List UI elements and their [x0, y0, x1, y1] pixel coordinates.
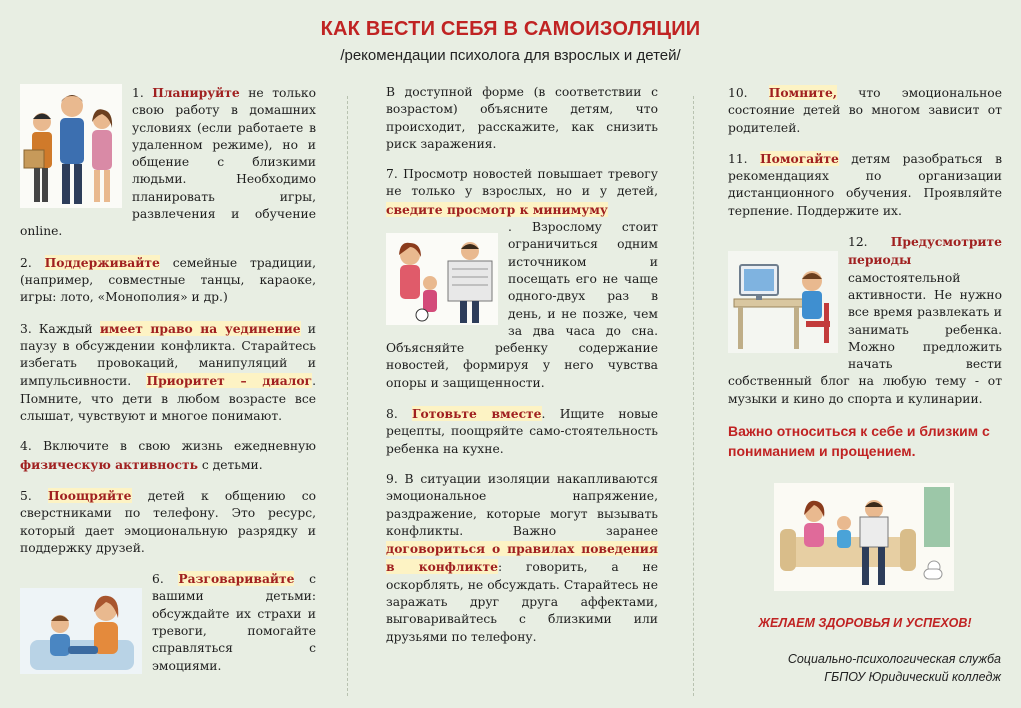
tip-keyword: договориться о правилах поведения в конфликте [386, 541, 658, 575]
tip-number: 1. [132, 86, 144, 100]
tip-text: детей к общению со сверстниками по телефону. Это ресурс, который дает эмоциональную разрядку и поддержку друзей. [20, 488, 316, 555]
tip-keyword: физическую активность [20, 456, 198, 472]
tip-text: 3. Каждый [20, 321, 100, 336]
header [0, 18, 1021, 64]
tip-number: 5. [20, 488, 32, 503]
column-middle [386, 84, 658, 659]
tip-number: 10. [728, 86, 748, 100]
tip-text: 9. В ситуации изоляции накапливаются эмоциональное напряжение, раздражение, которые могут вызывать конфликты. Важно заранее [386, 471, 658, 538]
tip-text: : говорить, а не оскорблять, не обсуждать. Старайтесь не заражать друг друга аффектами, выговаривайтесь с близкими или друзьями по телефону. [386, 560, 658, 644]
tip-text: с детьми. [197, 457, 263, 472]
signature [788, 650, 1001, 686]
tip-keyword: Поддерживайте [44, 254, 160, 270]
tip-text: семейные традиции, (например, совместные танцы, караоке, игры: лото, «Монополия» и др.) [20, 255, 316, 305]
column-right [728, 84, 1002, 591]
tip-keyword: Разговаривайте [178, 571, 295, 587]
tip-keyword: Приоритет – диалог [146, 373, 313, 389]
tip-text: и паузу в обсуждении конфликта. Старайтесь избегать провокаций, манипуляций и импульсивности. [20, 321, 316, 389]
tip-11 [728, 150, 1002, 220]
tip-keyword: имеет право на уединение [99, 320, 301, 336]
tip-3 [20, 320, 316, 426]
tip-12 [728, 233, 1002, 408]
tip-text: что эмоциональное состояние детей во многом зависит от родителей. [728, 86, 1002, 135]
tip-10 [728, 84, 1002, 137]
tip-keyword: сведите просмотр к минимуму [386, 201, 608, 217]
page-title: КАК ВЕСТИ СЕБЯ В САМОИЗОЛЯЦИИ [320, 18, 701, 40]
family-on-sofa-illustration [774, 483, 954, 591]
tip-text: детям разобраться в рекомендациях по организации дистанционного обучения. Проявляйте терпение. Поддержите их. [728, 151, 1002, 218]
tip-text: В доступной форме (в соответствии с возрастом) объясните детям, что происходит, расскажите, как снизить риск заражения. [386, 85, 658, 151]
tip-keyword: Помните, [768, 85, 838, 100]
tip-keyword: Готовьте вместе [412, 406, 542, 422]
family-reading-newspaper-illustration [386, 233, 498, 325]
important-note: Важно относиться к себе и близким с пониманием и прощением. [728, 423, 990, 460]
tip-number: 11. [728, 151, 748, 166]
tip-text: 4. Включите в свою жизнь ежедневную [20, 439, 316, 454]
tip-6 [20, 570, 316, 678]
mother-talking-with-child-illustration [20, 588, 142, 674]
column-divider [347, 96, 348, 696]
tip-text: 7. Просмотр новостей повышает тревогу не только у взрослых, но и у детей, [386, 167, 658, 199]
tip-text: . Ищите новые рецепты, поощряйте само-стоятельность ребенка на кухне. [386, 407, 658, 456]
tip-text: не только свою работу в домашних условиях (если работаете в удаленном режиме), но и общение с близкими людьми. Необходимо планировать игры, развлечения и обучение online. [20, 86, 316, 239]
tip-number: 6. [152, 572, 164, 587]
tip-text: с вашими детьми: обсуждайте их страхи и тревоги, помогайте справляться с эмоциями. [152, 572, 316, 673]
tip-number: 8. [386, 407, 398, 422]
tip-8 [386, 405, 658, 458]
closing-wish: ЖЕЛАЕМ ЗДОРОВЬЯ И УСПЕХОВ! [758, 616, 972, 630]
tip-keyword: Поощряйте [47, 487, 132, 503]
tip-6-continued [386, 84, 658, 153]
tip-text: самостоятельной активности. Не нужно все время развлекать и занимать ребенка. Можно предложить начать вести собственный блог на любую тему - от музыки и кино до спорта и кулинарии. [728, 270, 1002, 406]
signature-line: Социально-психологическая служба [787, 652, 1001, 666]
tip-keyword: Планируйте [152, 85, 240, 100]
tip-text: . Взрослому стоит ограничиться одним источником и посещать его не чаще одного-двух раз в день, и не позже, чем за два часа до сна. Объясняйте ребенку содержание новостей, формируя у него чувства опоры и защищенности. [386, 220, 658, 390]
column-left [20, 84, 316, 691]
tip-text: . Помните, что дети в любом возрасте все слышат, чувствуют и многое понимают. [20, 374, 317, 424]
column-divider [693, 96, 694, 696]
tip-7 [386, 166, 658, 392]
signature-line: ГБПОУ Юридический колледж [824, 670, 1001, 684]
tip-4 [20, 438, 316, 474]
tip-2 [20, 254, 316, 307]
tip-9 [386, 471, 658, 646]
tip-keyword: Предусмотрите периоды [848, 234, 1002, 268]
family-with-boxes-illustration [20, 84, 122, 208]
page-subtitle: /рекомендации психолога для взрослых и детей/ [340, 47, 681, 64]
tip-1 [20, 84, 316, 241]
tip-5 [20, 487, 316, 557]
tip-number: 12. [848, 235, 868, 250]
tip-number: 2. [20, 255, 32, 270]
child-at-computer-illustration [728, 251, 838, 353]
tip-keyword: Помогайте [760, 150, 839, 166]
